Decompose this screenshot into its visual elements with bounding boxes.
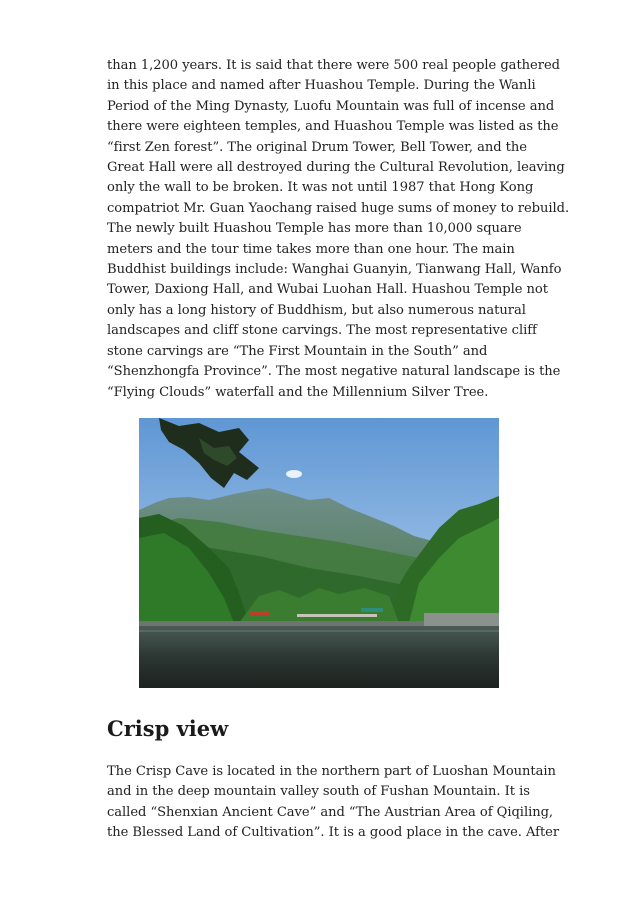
text-line: there were eighteen temples, and Huashou Temple was listed as the <box>107 119 559 135</box>
intro-paragraph <box>107 56 570 403</box>
text-line: Tower, Daxiong Hall, and Wubai Luohan Hall. Huashou Temple not <box>107 282 548 298</box>
text-line: than 1,200 years. It is said that there were 500 real people gathered <box>107 58 560 73</box>
text-line: “first Zen forest”. The original Drum Tower, Bell Tower, and the <box>107 139 527 155</box>
mountain-lake-photo <box>139 418 499 688</box>
text-line: the Blessed Land of Cultivation”. It is a good place in the cave. After <box>107 825 560 841</box>
text-line: “Flying Clouds” waterfall and the Millennium Silver Tree. <box>107 384 489 400</box>
text-line: Buddhist buildings include: Wanghai Guanyin, Tianwang Hall, Wanfo <box>107 262 562 278</box>
text-line: and in the deep mountain valley south of Fushan Mountain. It is <box>107 784 530 800</box>
text-line: The Crisp Cave is located in the northern part of Luoshan Mountain <box>107 764 556 779</box>
text-line: landscapes and cliff stone carvings. The most representative cliff <box>107 323 537 339</box>
section-paragraph <box>107 762 560 844</box>
text-line: meters and the tour time takes more than one hour. The main <box>107 241 515 257</box>
text-line: only the wall to be broken. It was not until 1987 that Hong Kong <box>107 180 534 196</box>
section-heading: Crisp view <box>107 716 229 741</box>
intro-paragraph-block <box>107 56 570 403</box>
text-line: only has a long history of Buddhism, but also numerous natural <box>107 302 526 318</box>
text-line: stone carvings are “The First Mountain in the South” and <box>107 343 488 359</box>
section-paragraph-block <box>107 762 560 844</box>
text-line: “Shenzhongfa Province”. The most negative natural landscape is the <box>107 364 561 380</box>
text-line: in this place and named after Huashou Temple. During the Wanli <box>107 78 536 94</box>
text-line: compatriot Mr. Guan Yaochang raised huge sums of money to rebuild. <box>107 200 570 216</box>
text-line: The newly built Huashou Temple has more than 10,000 square <box>107 221 522 237</box>
text-line: called “Shenxian Ancient Cave” and “The Austrian Area of Qiqiling, <box>107 804 554 820</box>
text-line: Period of the Ming Dynasty, Luofu Mountain was full of incense and <box>107 98 555 114</box>
text-line: Great Hall were all destroyed during the Cultural Revolution, leaving <box>107 160 565 176</box>
